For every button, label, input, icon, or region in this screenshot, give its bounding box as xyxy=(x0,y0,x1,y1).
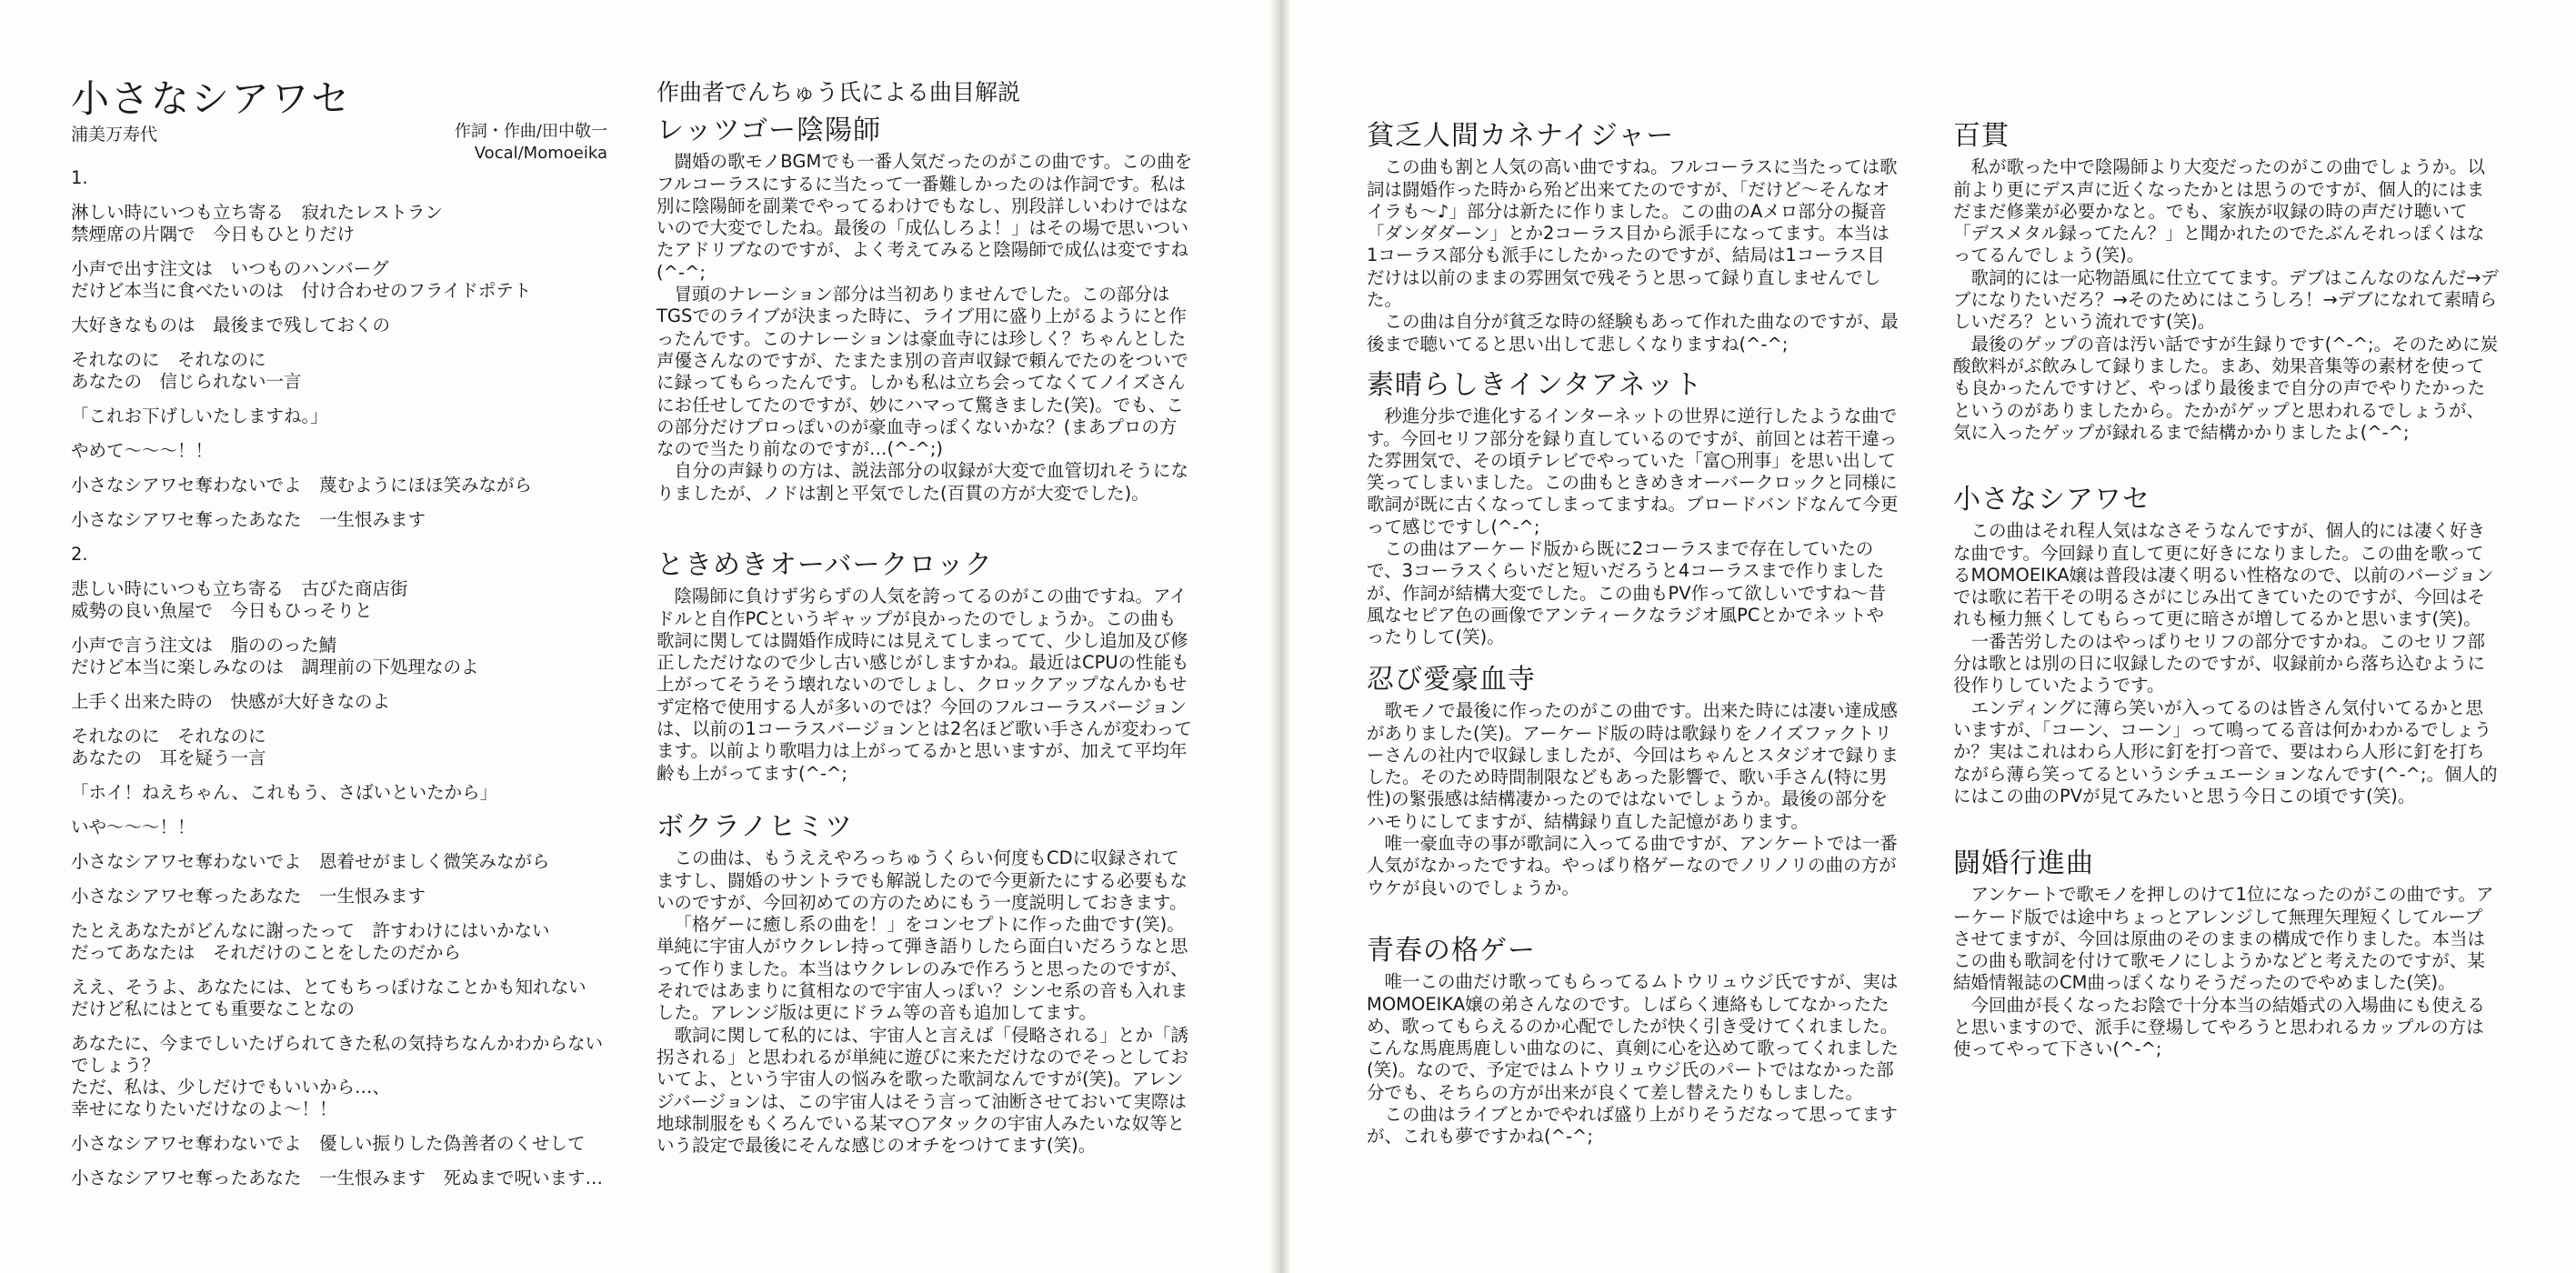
section-paragraph: 唯一豪血寺の事が歌詞に入ってる曲ですが、アンケートでは一番人気がなかったですね。やっぱり格ゲーなのでノリノリの曲の方がウケが良いのでしょうか。 xyxy=(1367,833,1898,898)
lyric-stanza xyxy=(71,1033,616,1120)
lyric-line: 「これお下げしいたしますね。」 xyxy=(71,406,328,426)
credit-line: 作詞・作曲/田中敬一 xyxy=(454,122,607,141)
commentary-title: 作曲者でんちゅう氏による曲目解説 xyxy=(657,79,1021,105)
section-paragraph: この曲はライブとかでやれば盛り上がりそうだなって思ってますが、これも夢ですかね(^-^; xyxy=(1367,1104,1898,1148)
section-heading: 青春の格ゲー xyxy=(1367,935,1536,967)
lyric-stanza xyxy=(71,977,616,1020)
lyric-line: 小さなシアワセ奪わないでよ 恩着せがましく微笑みながら xyxy=(71,851,550,872)
section-paragraph: この曲は、もうええやろっちゅうくらい何度もCDに収録されてますし、闘婚のサントラでも解説したので今更新たにする必要もないのですが、今回初めての方のためにもう一度説明しておきます。 xyxy=(657,847,1188,913)
lyric-line: 小声で言う注文は 脂ののった鯖 xyxy=(71,635,337,656)
lyric-stanza xyxy=(71,406,616,427)
section-paragraph: アンケートで歌モノを押しのけて1位になったのがこの曲です。アーケード版では途中ちょっとアレンジして無理矢理短くしてループさせてますが、今回は原曲のそのままの構成で作りました。本当はこの曲も歌詞を付けて歌モノにしようかなどと考えたのですが、某結婚情報誌のCM曲っぽくなりそうだったのでやめました(笑)。 xyxy=(1953,884,2494,994)
lyric-line: だけど本当に食べたいのは 付け合わせのフライドポテト xyxy=(71,280,532,301)
lyric-line: あなたの 耳を疑う一言 xyxy=(71,747,266,768)
lyric-stanza xyxy=(71,691,616,713)
lyric-line: あなたの 信じられない一言 xyxy=(71,371,302,392)
lyric-line: たとえあなたがどんなに謝ったって 許すわけにはいかない xyxy=(71,920,550,941)
lyric-line: 上手く出来た時の 快感が大好きなのよ xyxy=(71,691,391,712)
lyric-line: 2. xyxy=(71,544,88,565)
section-paragraph: この曲も割と人気の高い曲ですね。フルコーラスに当たっては歌詞は闘婚作った時から殆ど出来てたのですが、「だけど～そんなオイラも～♪」部分は新たに作りました。この曲のAメロ部分の擬音「ダンダダーン」とか2コーラス目から派手になってます。本当は1コーラス部分も派手にしたかったのですが、結局は1コーラス目だけは以前のままの雰囲気で残そうと思って録り直しませんでした。 xyxy=(1367,156,1898,311)
section-shinobi-ai xyxy=(1367,664,1899,899)
section-paragraph: 私が歌った中で陰陽師より大変だったのがこの曲でしょうか。以前より更にデス声に近くなったかとは思うのですが、個人的にはまだまだ修業が必要かなと。でも、家族が収録の時の声だけ聴いて「デスメタル録ってたん？」と聞かれたのでたぶんそれっぽくはなってるんでしょう(笑)。 xyxy=(1953,156,2486,266)
lyric-stanza xyxy=(71,258,616,302)
lyric-stanza xyxy=(71,1133,616,1155)
section-bokura-no-himitsu xyxy=(657,811,1193,1157)
lyric-line: 小さなシアワセ奪ったあなた 一生恨みます xyxy=(71,886,426,907)
section-paragraph: 冒頭のナレーション部分は当初ありませんでした。この部分はTGSでのライブが決まった時に、ライブ用に盛り上がるようにと作ったんです。このナレーションは豪血寺には珍しく？ちゃんとした声優さんなのですが、たまたま別の音声収録で頼んでたのをついでに録ってもらったんです。しかも私は立ち会ってなくてノイズさんにお任せしてたのですが、妙にハマって驚きました(笑)。でも、この部分だけプロっぽいのが豪血寺っぽくないかな？(まあプロの方なので当たり前なのですが…(^-^;) xyxy=(657,284,1189,460)
lyric-stanza xyxy=(71,920,616,964)
lyric-line: 小声で出す注文は いつものハンバーグ xyxy=(71,258,389,279)
lyric-stanza xyxy=(71,886,616,907)
section-paragraph: 自分の声録りの方は、説法部分の収録が大変で血管切れそうになりましたが、ノドは割と平気でした(百貫の方が大変でした)。 xyxy=(657,460,1189,504)
lyric-line: 禁煙席の片隅で 今日もひとりだけ xyxy=(71,224,356,245)
lyric-stanza xyxy=(71,440,616,462)
section-heading: 忍び愛豪血寺 xyxy=(1367,664,1536,696)
section-tokon-koushinkyoku xyxy=(1953,847,2499,1061)
section-heading: 百貫 xyxy=(1953,120,2010,152)
credit-line: Vocal/Momoeika xyxy=(474,144,607,163)
lyric-line: だけど本当に楽しみなのは 調理前の下処理なのよ xyxy=(71,657,479,677)
credit-block xyxy=(435,121,607,165)
section-heading: 貧乏人間カネナイジャー xyxy=(1367,120,1675,152)
lyric-line: だってあなたは それだけのことをしたのだから xyxy=(71,942,462,963)
lyric-line: だけど私にはとても重要なことなの xyxy=(71,998,356,1019)
lyric-stanza xyxy=(71,635,616,678)
section-heading: 闘婚行進曲 xyxy=(1953,847,2094,879)
singer-name: 浦美万寿代 xyxy=(71,125,158,145)
section-paragraph: この曲はアーケード版から既に2コーラスまで存在していたので、3コーラスくらいだと短いだろうと4コーラスまで作りましたが、作詞が結構大変でした。この曲もPV作って欲しいですね～昔風なセピア色の画像でアンティークなラジオ風PCとかでネットやったりして(笑)。 xyxy=(1367,538,1887,648)
lyric-line: ええ、そうよ、あなたには、とてもちっぽけなことかも知れない xyxy=(71,977,586,997)
section-paragraph: 歌モノで最後に作ったのがこの曲です。出来た時には凄い達成感がありました(笑)。アーケード版の時は歌録りをノイズファクトリーさんの社内で収録しましたが、今回はちゃんとスタジオで録りました。そのため時間制限などもあった影響で、歌い手さん(特に男性)の緊張感は結構凄かったのではないでしょうか。最後の部分をハモりにしてますが、結構録り直した記憶があります。 xyxy=(1367,700,1899,832)
lyric-line: ただ、私は、少しだけでもいいから…、 xyxy=(71,1077,391,1098)
lyric-stanza xyxy=(71,817,616,838)
section-paragraph: 「格ゲーに癒し系の曲を！」をコンセプトに作った曲です(笑)。単純に宇宙人がウクレレ持って弾き語りしたら面白いだろうなと思って作りました。本当はウクレレのみで作ろうと思ったのですが、それではあまりに貧相なので宇宙人っぽい？シンセ系の音も入れました。アレンジ版は更にドラム等の音も追加してます。 xyxy=(657,914,1188,1024)
section-paragraph: この曲はそれ程人気はなさそうなんですが、個人的には凄く好きな曲です。今回録り直して更に好きになりました。この曲を歌ってるMOMOEIKA嬢は普段は凄く明るい性格なので、以前のバージョンでは歌に若干その明るさがにじみ出てきていたのですが、今回はそれも極力無くしてもらって更に暗さが増してるかと思います(笑)。 xyxy=(1953,520,2494,630)
song-title: 小さなシアワセ xyxy=(71,76,352,121)
section-paragraph: 歌詞的には一応物語風に仕立ててます。デブはこんなのなんだ→デブになりたいだろ？→そのためにはこうしろ！→デブになれて素晴らしいだろ？という流れです(笑)。 xyxy=(1953,266,2499,333)
section-hyakkan xyxy=(1953,120,2499,444)
section-paragraph: 唯一この曲だけ歌ってもらってるムトウリュウジ氏ですが、実はMOMOEIKA嬢の弟さんなのです。しばらく連絡もしてなかったため、歌ってもらえるのか心配でしたが快く引き受けてくれました。こんな馬鹿馬鹿しい曲なのに、真剣に心を込めて歌ってくれました(笑)。なので、予定ではムトウリュウジ氏のパートではなかった部分でも、そちらの方が出来が良くて差し替えたりもしました。 xyxy=(1367,971,1899,1103)
book-gutter xyxy=(1271,0,1289,1273)
lyric-stanza xyxy=(71,578,616,622)
lyric-stanza xyxy=(71,544,616,566)
section-heading: レッツゴー陰陽師 xyxy=(657,115,882,146)
section-paragraph: 闘婚の歌モノBGMでも一番人気だったのがこの曲です。この曲をフルコーラスにするに当たって一番難しかったのは作詞です。私は別に陰陽師を副業でやってるわけでもなし、別段詳しいわけではないので大変でしたね。最後の「成仏しろよ！」はその場で思いついたアドリブなのですが、よく考えてみると陰陽師で成仏は変ですね(^-^; xyxy=(657,151,1193,283)
section-heading: ボクラノヒミツ xyxy=(657,811,854,843)
lyric-stanza xyxy=(71,782,616,804)
section-paragraph: 歌詞に関して私的には、宇宙人と言えば「侵略される」とか「誘拐される」と思われるが単純に遊びに来ただけなのでそっとしておいてよ、という宇宙人の悩みを歌った歌詞なんですが(笑)。アレンジバージョンは、この宇宙人はそう言って油断させておいて実際は地球制服をもくろんでいる某マ○アタックの宇宙人みたいな奴等という設定で最後にそんな感じのオチをつけてます(笑)。 xyxy=(657,1024,1189,1157)
section-heading: 素晴らしきインタアネット xyxy=(1367,369,1703,401)
section-seishun-kakuge xyxy=(1367,935,1899,1148)
section-paragraph: 陰陽師に負けず劣らずの人気を誇ってるのがこの曲ですね。アイドルと自作PCというギャップが良かったのでしょうか。この曲も歌詞に関しては闘婚作成時には見えてしまってて、少し追加及び修正しただけなので少し古い感じがしますかね。最近はCPUの性能も上がってそうそう壊れないのでしょし、クロックアップなんかもせず定格で使用する人が多いのでは？今回のフルコーラスバージョンは、以前の1コーラスバージョンとは2名ほど歌い手さんが変わってます。以前より歌唱力は上がってるかと思いますが、加えて平均年齢も上がってます(^-^; xyxy=(657,586,1192,784)
section-tokimeki-overclock xyxy=(657,549,1193,785)
section-binbo-ningen xyxy=(1367,120,1899,356)
lyric-line: 「ホイ！ねえちゃん、これもう、さばいといたから」 xyxy=(71,782,498,803)
lyric-line: 小さなシアワセ奪ったあなた 一生恨みます 死ぬまで呪います… xyxy=(71,1168,604,1188)
section-letsgo-onmyoji xyxy=(657,115,1193,505)
section-paragraph: エンディングに薄ら笑いが入ってるのは皆さん気付いてるかと思いますが、「コーン、コーン」って鳴ってる音は何かわかるでしょうか？実はこれはわら人形に釘を打つ音で、要はわら人形に釘を打ちながら薄ら笑ってるというシチュエーションなんです(^-^;。個人的にはこの曲のPVが見てみたいと思う今日この頃です(笑)。 xyxy=(1953,697,2498,807)
lyric-stanza xyxy=(71,851,616,873)
lyric-line: いや～～～！！ xyxy=(71,817,195,837)
lyric-stanza xyxy=(71,202,616,246)
lyric-stanza xyxy=(71,509,616,531)
section-paragraph: 今回曲が長くなったお陰で十分本当の結婚式の入場曲にも使えると思いますので、派手に登場してやろうと思われるカップルの方は使ってやって下さい(^-^; xyxy=(1953,994,2486,1060)
lyric-stanza xyxy=(71,167,616,189)
lyric-line: 幸せになりたいだけなのよ～！！ xyxy=(71,1098,337,1119)
lyric-line: 威勢の良い魚屋で 今日もひっそりと xyxy=(71,600,373,621)
lyric-line: やめて～～～！！ xyxy=(71,440,214,461)
lyric-stanza xyxy=(71,726,616,769)
lyric-line: 大好きなものは 最後まで残しておくの xyxy=(71,315,391,336)
section-heading: ときめきオーバークロック xyxy=(657,549,993,581)
section-paragraph: 最後のゲップの音は汚い話ですが生録りです(^-^;。そのために炭酸飲料がぶ飲みして録りました。まあ、効果音集等の素材を使っても良かったんですけど、やっぱり最後まで自分の声でやりたかったというのがありましたから。たかがゲップと思われるでしょうが、気に入ったゲップが録れるまで結構かかりましたよ(^-^; xyxy=(1953,333,2499,443)
lyric-line: それなのに それなのに xyxy=(71,349,266,370)
section-heading: 小さなシアワセ xyxy=(1953,484,2150,516)
lyric-stanza xyxy=(71,349,616,393)
lyric-stanza xyxy=(71,315,616,336)
section-paragraph: 秒進分歩で進化するインターネットの世界に逆行したような曲です。今回セリフ部分を録り直しているのですが、前回とは若干違った雰囲気で、その頃テレビでやっていた「富○刑事」を思い出して笑ってしまいました。この曲もときめきオーバークロックと同様に歌詞が既に古くなってしまってますね。ブロードバンドなんて今更って感じですし(^-^; xyxy=(1367,406,1899,537)
section-paragraph: この曲は自分が貧乏な時の経験もあって作れた曲なのですが、最後まで聴いてると思い出して悲しくなりますね(^-^; xyxy=(1367,311,1899,355)
lyric-stanza xyxy=(71,475,616,496)
lyrics-column xyxy=(71,167,616,1202)
section-subarashiki-internet xyxy=(1367,369,1899,649)
lyric-line: 小さなシアワセ奪わないでよ 蔑むようにほほ笑みながら xyxy=(71,475,533,496)
lyric-stanza xyxy=(71,1168,616,1189)
section-chiisana-shiawase xyxy=(1953,484,2499,807)
section-paragraph: 一番苦労したのはやっぱりセリフの部分ですかね。このセリフ部分は歌とは別の日に収録したのですが、収録前から落ち込むように役作りしていたようです。 xyxy=(1953,630,2486,697)
lyric-line: それなのに それなのに xyxy=(71,726,266,747)
lyric-line: 小さなシアワセ奪ったあなた 一生恨みます xyxy=(71,509,426,530)
lyric-line: 悲しい時にいつも立ち寄る 古びた商店街 xyxy=(71,578,408,599)
lyric-line: あなたに、今までしいたげられてきた私の気持ちなんかわからないでしょう？ xyxy=(71,1033,604,1076)
lyric-line: 小さなシアワセ奪わないでよ 優しい振りした偽善者のくせして xyxy=(71,1133,586,1154)
lyric-line: 淋しい時にいつも立ち寄る 寂れたレストラン xyxy=(71,202,443,223)
lyric-line: 1. xyxy=(71,167,88,188)
